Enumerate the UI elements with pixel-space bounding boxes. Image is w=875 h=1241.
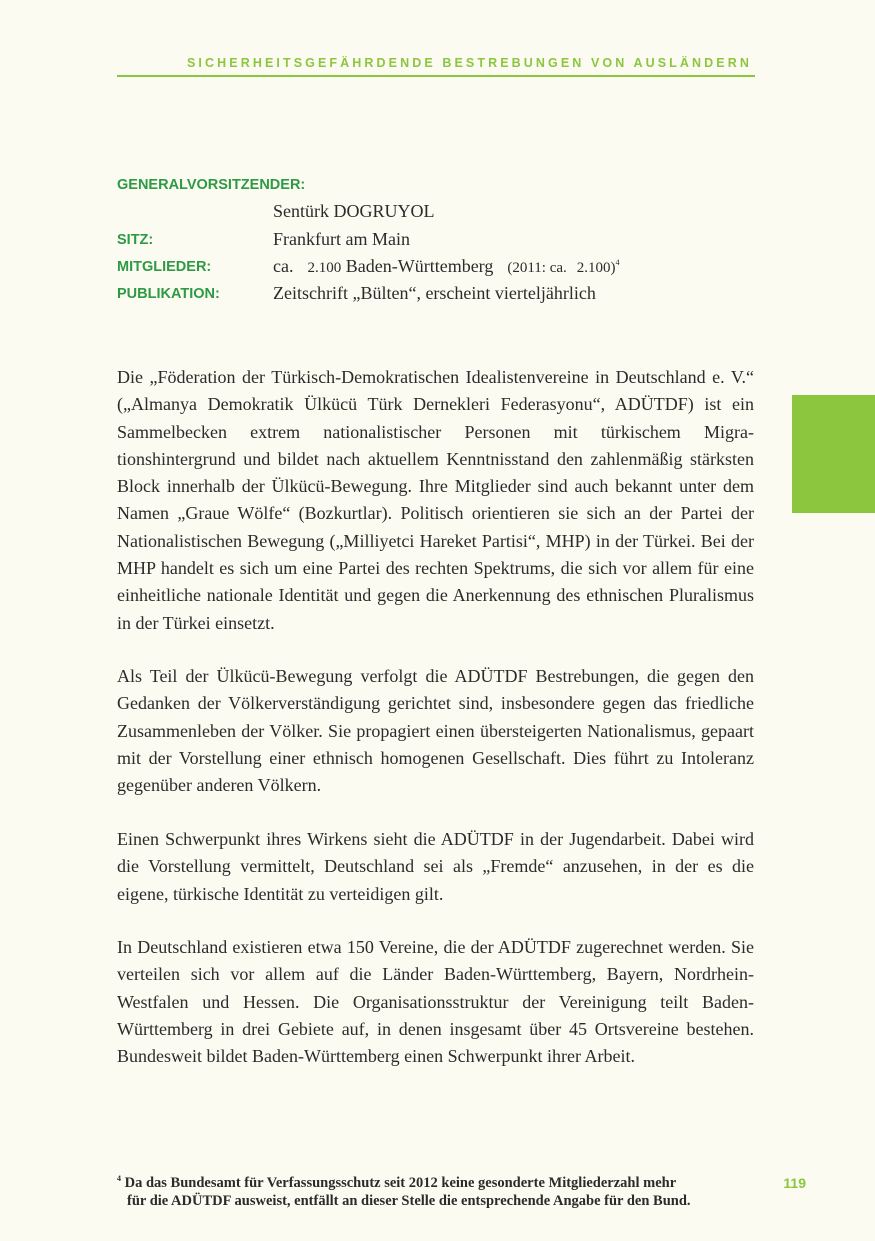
publication-value: Zeitschrift „Bülten“, erscheint vierteljährlich bbox=[273, 283, 596, 303]
members-region: Baden-Württemberg bbox=[345, 256, 494, 276]
footnote bbox=[117, 1174, 767, 1210]
members-previous-count: 2.100) bbox=[576, 260, 616, 276]
page-number: 119 bbox=[783, 1175, 806, 1191]
publication-label: PUBLIKATION: bbox=[117, 286, 220, 302]
footnote-line-1 bbox=[117, 1174, 767, 1192]
seat-value: Frankfurt am Main bbox=[273, 229, 410, 249]
footnote-line-2: für die ADÜTDF ausweist, entfällt an dieser Stelle die entsprechende Angabe für den Bund. bbox=[127, 1193, 691, 1209]
running-header: SICHERHEITSGEFÄHRDENDE BESTREBUNGEN VON AUSLÄNDERN bbox=[187, 56, 752, 70]
chapter-thumb-tab bbox=[792, 395, 875, 513]
chair-label: GENERALVORSITZENDER: bbox=[117, 177, 306, 193]
footnote-text-1: Da das Bundesamt für Verfassungsschutz seit 2012 keine gesonderte Mitgliederzahl mehr bbox=[124, 1175, 677, 1191]
chair-value: Sentürk DOGRUYOL bbox=[273, 201, 435, 221]
body-paragraph: Einen Schwerpunkt ihres Wirkens sieht die ADÜTDF in der Jugendarbeit. Dabei wird die Vorstellung vermittelt, Deutschland sei als „Fremde“ anzusehen, in der es die eigene, türkische Identität zu verteidigen gilt. bbox=[117, 829, 754, 904]
members-prefix: ca. bbox=[273, 256, 294, 276]
members-label: MITGLIEDER: bbox=[117, 259, 212, 275]
seat-label: SITZ: bbox=[117, 232, 154, 248]
members-value bbox=[273, 256, 620, 277]
body-paragraph: Als Teil der Ülkücü-Bewegung verfolgt die ADÜTDF Bestrebungen, die gegen den Gedanken der Völkerverständigung gerichtet sind, insbesondere gegen das friedliche Zusammenleben der Völker. Sie propagiert einen übersteigerten Nationalismus, gepaart mit der Vorstellung einer ethnisch homogenen Gesellschaft. Dies führt zu Intoleranz gegenüber anderen Völkern. bbox=[117, 666, 754, 796]
header-divider bbox=[117, 75, 755, 77]
footnote-reference: 4 bbox=[615, 258, 620, 267]
footnote-marker: 4 bbox=[117, 1174, 121, 1184]
members-previous-year: (2011: ca. bbox=[507, 260, 567, 276]
members-count: 2.100 bbox=[307, 260, 342, 276]
body-paragraph: In Deutschland existieren etwa 150 Vereine, die der ADÜTDF zugerechnet werden. Sie verteilen sich vor allem auf die Länder Baden-Württemberg, Bayern, Nordrhein-Westfalen und Hessen. Die Organisationsstruktur der Vereinigung teilt Baden-Württemberg in drei Gebiete auf, in denen insgesamt über 45 Ortsvereine bestehen. Bundesweit bildet Baden-Württemberg einen Schwerpunkt ihrer Arbeit. bbox=[117, 937, 754, 1067]
body-paragraph: Die „Föderation der Türkisch-Demokratischen Idealistenvereine in Deutschland e. V.“ („Almanya Demokratik Ülkücü Türk Dernekleri Federasyonu“, ADÜTDF) ist ein Sammelbecken extrem nationalistischer Personen mit türkischem Migrationshintergrund und bildet nach aktuellem Kenntnisstand den zahlenmäßig stärksten Block innerhalb der Ülkücü-Bewegung. Ihre Mitglieder sind auch bekannt unter dem Namen „Graue Wölfe“ (Bozkurtlar). Politisch orientieren sie sich an der Partei der Nationalistischen Bewegung („Milliyetci Hareket Partisi“, MHP) in der Türkei. Bei der MHP handelt es sich um eine Partei des rechten Spektrums, die sich vor allem für eine einheitliche nationale Identität und gegen die Anerkennung des ethnischen Pluralismus in der Türkei einsetzt. bbox=[117, 367, 754, 633]
